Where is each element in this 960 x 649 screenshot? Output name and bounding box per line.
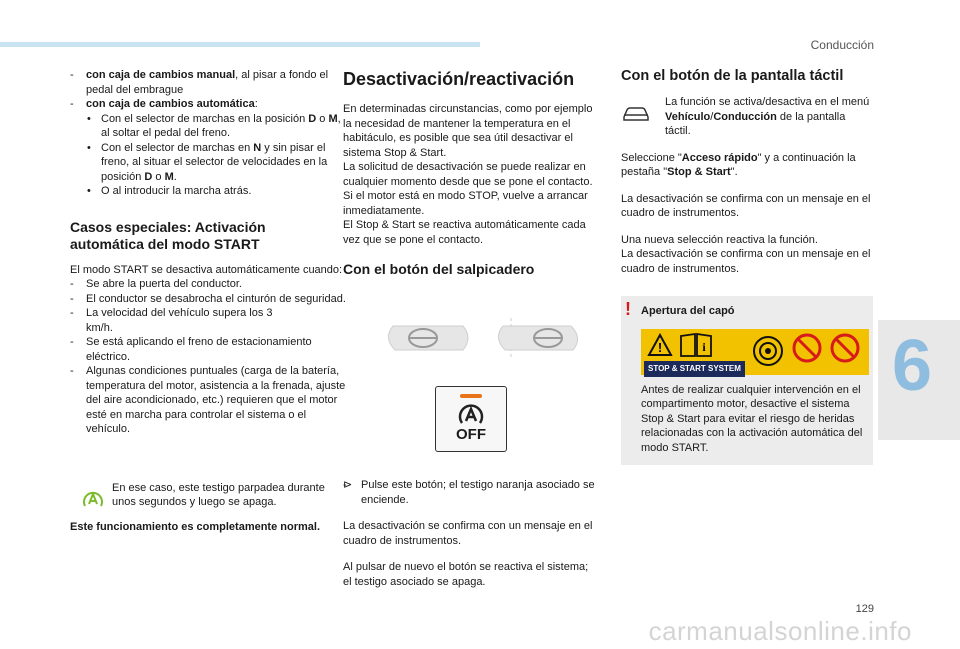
paragraph: La desactivación se confirma con un mensaje en el cuadro de instrumentos. [343,520,593,547]
no-hand-icon [791,332,823,364]
section-heading: Casos especiales: Activación automática del modo START [70,218,266,252]
warning-box [621,296,873,465]
bullet-item: • Con el selector de marchas en N y sin pisar el freno, al situar el selector de velocidades en la posición D o M. [70,141,350,185]
watermark: carmanualsonline.info [648,616,912,646]
car-icon [621,105,651,123]
list-item: - con caja de cambios manual, al pisar a fondo el pedal del embrague [70,68,350,97]
warning-text: Antes de realizar cualquier intervención en el compartimento motor, desactive el sistema Stop & Start para evitar el riesgo de heridas relacionadas con la activación automática del modo START. [641,383,863,454]
paragraph: En determinadas circunstancias, como por ejemplo la necesidad de mantener la temperatura en el habitáculo, es posible que sea útil desactivar el sistema Stop & Start. [343,103,593,159]
list-item: - Se abre la puerta del conductor. [70,277,350,292]
column-left [70,68,353,534]
step-arrow-icon: - ⊳ [343,479,353,491]
note-block [70,481,350,510]
dashboard-figure [343,288,598,478]
column-middle [343,68,598,589]
fan-belt-icon [751,331,785,371]
paragraph: La desactivación se confirma con un mensaje en el cuadro de instrumentos. [621,192,871,219]
paragraph: La función se activa/desactiva en el menú Vehículo/Conducción de la pantalla táctil. [665,96,870,137]
paragraph: Una nueva selección reactiva la función. [621,233,818,246]
list-item: - con caja de cambios automática: [70,97,350,112]
paragraph: El modo START se desactiva automáticamente cuando: [70,263,343,276]
svg-text:i: i [702,339,706,354]
paragraph: Si el motor está en modo STOP, vuelve a arrancar inmediatamente. [343,190,588,217]
dashboard-illustration [383,318,583,358]
subheading: Con el botón de la pantalla táctil [621,68,844,84]
paragraph: Seleccione "Acceso rápido" y a continuación la pestaña "Stop & Start". [621,151,856,178]
paragraph: La solicitud de desactivación se puede realizar en cualquier momento desde que se pone el contacto. [343,161,593,188]
warning-title: Apertura del capó [641,305,735,317]
list-item: - La velocidad del vehículo supera los 3 km/h. [70,306,296,335]
subheading: Con el botón del salpicadero [343,261,535,277]
off-label: OFF [456,426,486,443]
orange-lamp-icon [460,394,482,398]
page-heading: Desactivación/reactivación [343,69,575,89]
touch-screen-block [621,95,873,139]
top-color-bar [0,42,480,47]
warning-label-figure [641,329,869,375]
section-title: Conducción [810,38,874,52]
list-item: - El conductor se desabrocha el cinturón de seguridad. [70,292,350,307]
bullet-item: • Con el selector de marchas en la posición D o M, al soltar el pedal del freno. [70,112,350,141]
list-item: - Se está aplicando el freno de estacionamiento eléctrico. [70,335,350,364]
note-text: En ese caso, este testigo parpadea durante unos segundos y luego se apaga. [112,481,325,508]
list-item: - Algunas condiciones puntuales (carga de la batería, temperatura del motor, asistencia a la frenada, ajuste del aire acondicionado, etc.) requieren que el motor esté en marcha para controlar el sistema o el vehículo. [70,364,350,437]
auto-stop-icon [458,403,484,427]
column-right [621,68,873,465]
bullet-item: • O al introducir la marcha atrás. [70,184,350,199]
paragraph: Al pulsar de nuevo el botón se reactiva el sistema; el testigo asociado se apaga. [343,561,589,588]
warning-triangle-icon [647,333,673,357]
no-fan-icon [829,332,861,364]
chapter-number: 6 [892,326,933,406]
step-item: - ⊳ Pulse este botón; el testigo naranja asociado se enciende. [343,478,598,507]
closing-text: Este funcionamiento es completamente normal. [70,520,321,533]
manual-info-icon [679,332,713,358]
paragraph: El Stop & Start se reactiva automáticamente cada vez que se pone el contacto. [343,219,586,246]
stop-start-off-button[interactable] [435,386,507,452]
start-lamp-icon [82,489,104,509]
warning-icon: ! [625,299,631,319]
paragraph: La desactivación se confirma con un mensaje en el cuadro de instrumentos. [621,248,871,275]
page-number: 129 [855,603,874,615]
svg-text:!: ! [657,339,663,355]
stop-start-system-label: STOP & START SYSTEM [644,361,745,378]
